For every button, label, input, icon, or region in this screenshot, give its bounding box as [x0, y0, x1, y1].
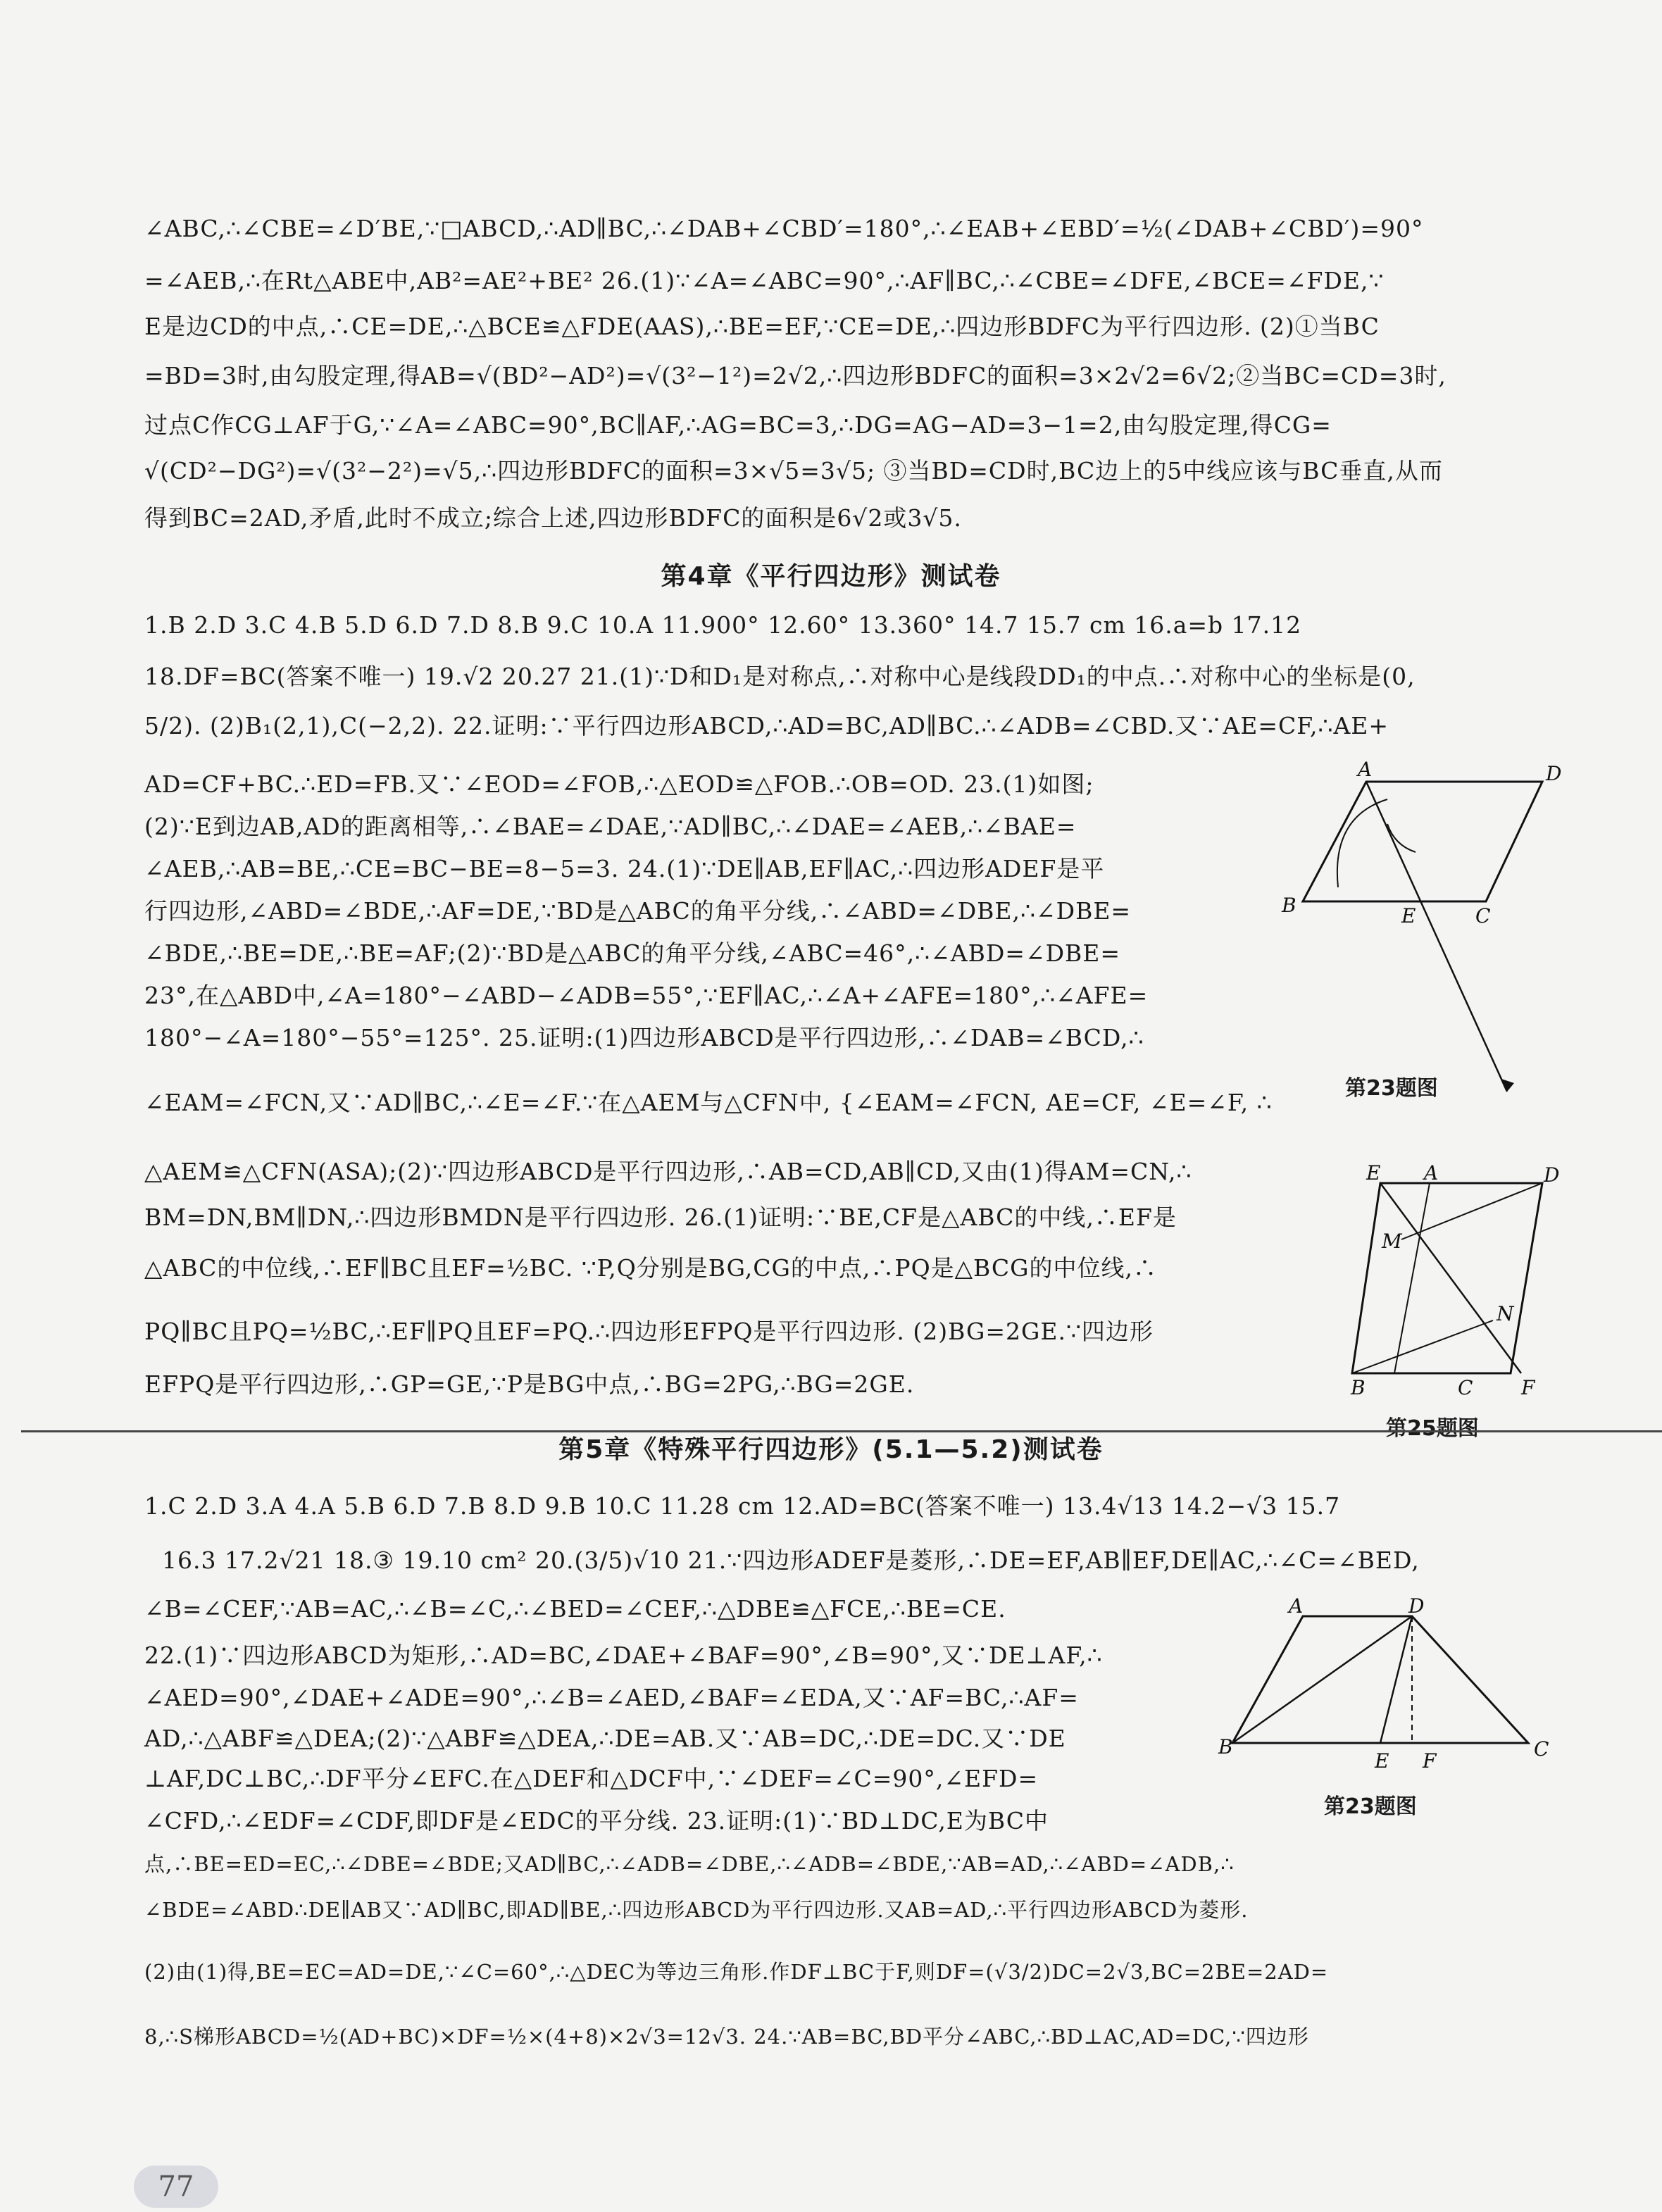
text-line: BM=DN,BM∥DN,∴四边形BMDN是平行四边形. 26.(1)证明:∵BE,CF是△ABC的中线,∴EF是 — [144, 1204, 1177, 1231]
text-line: ∠BDE=∠ABD∴DE∥AB又∵AD∥BC,即AD∥BE,∴四边形ABCD为平行四边形.又AB=AD,∴平行四边形ABCD为菱形. — [144, 1898, 1249, 1922]
page-number: 77 — [134, 2166, 218, 2208]
text-line: √(CD²−DG²)=√(3²−2²)=√5,∴四边形BDFC的面积=3×√5=3√5; ③当BD=CD时,BC边上的5中线应该与BC垂直,从而 — [144, 457, 1443, 485]
label-F: F — [1521, 1376, 1535, 1399]
text-line: 过点C作CG⊥AF于G,∵∠A=∠ABC=90°,BC∥AF,∴AG=BC=3,∴DG=AG−AD=3−1=2,由勾股定理,得CG= — [144, 411, 1332, 439]
text-line: =BD=3时,由勾股定理,得AB=√(BD²−AD²)=√(3²−1²)=2√2,∴四边形BDFC的面积=3×2√2=6√2;②当BC=CD=3时, — [144, 362, 1447, 389]
text-line: EFPQ是平行四边形,∴GP=GE,∵P是BG中点,∴BG=2PG,∴BG=2GE. — [144, 1370, 915, 1398]
text-line: AD=CF+BC.∴ED=FB.又∵∠EOD=∠FOB,∴△EOD≌△FOB.∴OB=OD. 23.(1)如图; — [144, 770, 1094, 798]
label-B: B — [1218, 1735, 1233, 1758]
text-line: 得到BC=2AD,矛盾,此时不成立;综合上述,四边形BDFC的面积是6√2或3√5. — [144, 504, 962, 532]
label-C: C — [1458, 1376, 1473, 1399]
figure-23-caption: 第23题图 — [1345, 1076, 1438, 1101]
text-line: 180°−∠A=180°−55°=125°. 25.证明:(1)四边形ABCD是平行四边形,∴∠DAB=∠BCD,∴ — [144, 1024, 1144, 1051]
label-E: E — [1366, 1161, 1381, 1185]
text-line: ∠AEB,∴AB=BE,∴CE=BC−BE=8−5=3. 24.(1)∵DE∥AB,EF∥AC,∴四边形ADEF是平 — [144, 855, 1105, 882]
text-line: 5/2). (2)B₁(2,1),C(−2,2). 22.证明:∵平行四边形ABCD,∴AD=BC,AD∥BC.∴∠ADB=∠CBD.又∵AE=CF,∴AE+ — [144, 712, 1389, 739]
text-line: AD,∴△ABF≌△DEA;(2)∵△ABF≌△DEA,∴DE=AB.又∵AB=DC,∴DE=DC.又∵DE — [144, 1725, 1066, 1752]
label-F: F — [1423, 1749, 1437, 1773]
text-line: 1.B 2.D 3.C 4.B 5.D 6.D 7.D 8.B 9.C 10.A 11.900° 12.60° 13.360° 14.7 15.7 cm 16.a=b 17.12 — [144, 611, 1302, 639]
label-B: B — [1351, 1376, 1366, 1399]
text-line: ∠EAM=∠FCN,又∵AD∥BC,∴∠E=∠F.∵在△AEM与△CFN中, {∠EAM=∠FCN, AE=CF, ∠E=∠F, ∴ — [144, 1089, 1273, 1116]
label-A: A — [1289, 1594, 1304, 1618]
figure-23-caption: 第23题图 — [1324, 1794, 1417, 1819]
text-line: 16.3 17.2√21 18.③ 19.10 cm² 20.(3/5)√10 21.∵四边形ADEF是菱形,∴DE=EF,AB∥EF,DE∥AC,∴∠C=∠BED, — [162, 1546, 1420, 1574]
text-line: E是边CD的中点,∴CE=DE,∴△BCE≌△FDE(AAS),∴BE=EF,∵CE=DE,∴四边形BDFC为平行四边形. (2)①当BC — [144, 313, 1380, 340]
label-C: C — [1534, 1737, 1549, 1761]
label-A: A — [1424, 1161, 1439, 1185]
text-line: =∠AEB,∴在Rt△ABE中,AB²=AE²+BE² 26.(1)∵∠A=∠ABC=90°,∴AF∥BC,∴∠CBE=∠DFE,∠BCE=∠FDE,∵ — [144, 267, 1385, 294]
text-line: 18.DF=BC(答案不唯一) 19.√2 20.27 21.(1)∵D和D₁是对称点,∴对称中心是线段DD₁的中点.∴对称中心的坐标是(0, — [144, 663, 1416, 690]
label-N: N — [1497, 1302, 1514, 1325]
figure-25-caption: 第25题图 — [1386, 1416, 1479, 1441]
text-line: PQ∥BC且PQ=½BC,∴EF∥PQ且EF=PQ.∴四边形EFPQ是平行四边形. (2)BG=2GE.∵四边形 — [144, 1318, 1154, 1345]
label-M: M — [1382, 1230, 1402, 1253]
text-line: 行四边形,∠ABD=∠BDE,∴AF=DE,∵BD是△ABC的角平分线,∴∠ABD=∠DBE,∴∠DBE= — [144, 897, 1132, 925]
text-line: ∠CFD,∴∠EDF=∠CDF,即DF是∠EDC的平分线. 23.证明:(1)∵BD⊥DC,E为BC中 — [144, 1807, 1049, 1835]
text-line: △AEM≌△CFN(ASA);(2)∵四边形ABCD是平行四边形,∴AB=CD,AB∥CD,又由(1)得AM=CN,∴ — [144, 1158, 1192, 1185]
figure-23-trapezoid — [1218, 1594, 1570, 1773]
label-B: B — [1282, 894, 1297, 917]
label-A: A — [1358, 758, 1373, 781]
text-line: 23°,在△ABD中,∠A=180°−∠ABD−∠ADB=55°,∵EF∥AC,∴∠A+∠AFE=180°,∴∠AFE= — [144, 982, 1149, 1009]
text-line: △ABC的中位线,∴EF∥BC且EF=½BC. ∵P,Q分别是BG,CG的中点,∴PQ是△BCG的中位线,∴ — [144, 1254, 1157, 1282]
figure-23-parallelogram — [1261, 758, 1570, 1099]
text-line: (2)由(1)得,BE=EC=AD=DE,∵∠C=60°,∴△DEC为等边三角形.作DF⊥BC于F,则DF=(√3/2)DC=2√3,BC=2BE=2AD= — [144, 1960, 1329, 1984]
label-C: C — [1475, 904, 1491, 927]
chapter5-title: 第5章《特殊平行四边形》(5.1—5.2)测试卷 — [558, 1435, 1104, 1464]
text-line: ∠BDE,∴BE=DE,∴BE=AF;(2)∵BD是△ABC的角平分线,∠ABC=46°,∴∠ABD=∠DBE= — [144, 939, 1121, 967]
text-line: 1.C 2.D 3.A 4.A 5.B 6.D 7.B 8.D 9.B 10.C 11.28 cm 12.AD=BC(答案不唯一) 13.4√13 14.2−√3 15.7 — [144, 1492, 1341, 1520]
chapter4-title: 第4章《平行四边形》测试卷 — [661, 562, 1001, 591]
text-line: ⊥AF,DC⊥BC,∴DF平分∠EFC.在△DEF和△DCF中,∵∠DEF=∠C=90°,∠EFD= — [144, 1765, 1039, 1792]
text-line: 8,∴S梯形ABCD=½(AD+BC)×DF=½×(4+8)×2√3=12√3. 24.∵AB=BC,BD平分∠ABC,∴BD⊥AC,AD=DC,∵四边形 — [144, 2025, 1309, 2049]
text-line: ∠B=∠CEF,∵AB=AC,∴∠B=∠C,∴∠BED=∠CEF,∴△DBE≌△FCE,∴BE=CE. — [144, 1595, 1006, 1623]
label-D: D — [1546, 762, 1562, 785]
text-line: (2)∵E到边AB,AD的距离相等,∴∠BAE=∠DAE,∵AD∥BC,∴∠DAE=∠AEB,∴∠BAE= — [144, 813, 1077, 840]
text-line: ∠AED=90°,∠DAE+∠ADE=90°,∴∠B=∠AED,∠BAF=∠EDA,又∵AF=BC,∴AF= — [144, 1684, 1079, 1711]
figure-25-parallelogram — [1352, 1162, 1563, 1401]
text-line: 22.(1)∵四边形ABCD为矩形,∴AD=BC,∠DAE+∠BAF=90°,∠B=90°,又∵DE⊥AF,∴ — [144, 1642, 1103, 1669]
label-D: D — [1408, 1594, 1425, 1618]
label-D: D — [1544, 1163, 1560, 1187]
text-line: ∠ABC,∴∠CBE=∠D′BE,∵□ABCD,∴AD∥BC,∴∠DAB+∠CBD′=180°,∴∠EAB+∠EBD′=½(∠DAB+∠CBD′)=90° — [144, 215, 1424, 242]
label-E: E — [1375, 1749, 1389, 1773]
label-E: E — [1401, 904, 1416, 927]
text-line: 点,∴BE=ED=EC,∴∠DBE=∠BDE;又AD∥BC,∴∠ADB=∠DBE,∴∠ADB=∠BDE,∵AB=AD,∴∠ABD=∠ADB,∴ — [144, 1852, 1235, 1876]
